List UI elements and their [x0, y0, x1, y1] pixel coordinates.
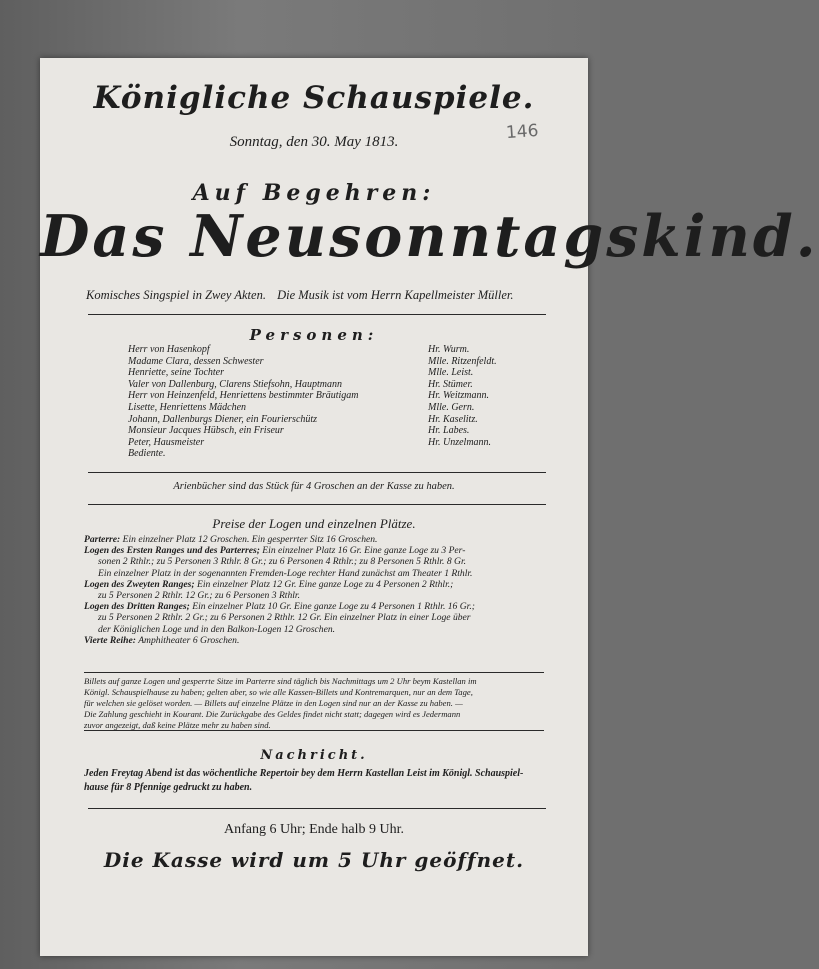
- playbill-sheet: [40, 58, 819, 956]
- actor: Mlle. Leist.: [428, 367, 474, 379]
- price-text: zu 5 Personen 2 Rthlr. 12 Gr.; zu 6 Personen 3 Rthlr.: [98, 589, 300, 601]
- price-line: [84, 556, 554, 567]
- price-line: [84, 612, 554, 623]
- role: Valer von Dallenburg, Clarens Stiefsohn, Hauptmann: [128, 378, 342, 390]
- cast-row: [128, 379, 508, 391]
- theatre-title: Königliche Schauspiele.: [93, 80, 535, 116]
- price-line: [84, 579, 554, 590]
- cast-heading: Personen:: [249, 326, 379, 344]
- actor: Mlle. Ritzenfeldt.: [428, 355, 497, 367]
- ticket-info-line: für welchen sie gelöset worden. — Billets auf einzelne Plätze in den Logen sind nur an der Kasse zu haben. —: [84, 698, 463, 708]
- cast-row: [128, 425, 508, 437]
- price-line: [84, 601, 554, 612]
- cast-row: [128, 344, 508, 356]
- cast-row: [128, 437, 508, 449]
- role: Bediente.: [128, 448, 166, 460]
- price-line: [84, 545, 554, 556]
- price-line: [84, 590, 554, 601]
- role: Herr von Heinzenfeld, Henriettens bestimmter Bräutigam: [128, 390, 359, 402]
- price-text: Ein einzelner Platz 16 Gr. Eine ganze Loge zu 3 Per-: [259, 545, 466, 557]
- price-label: Parterre:: [84, 534, 121, 545]
- price-text: Ein einzelner Platz 10 Gr. Eine ganze Loge zu 4 Personen 1 Rthlr. 16 Gr.;: [189, 601, 475, 613]
- cast-row: [128, 356, 508, 368]
- play-subtitle: [86, 288, 522, 303]
- booklet-note: Arienbücher sind das Stück für 4 Groschen an der Kasse zu haben.: [173, 481, 455, 492]
- price-line: [84, 624, 554, 635]
- archive-number: 146: [505, 120, 540, 144]
- notice-heading: Nachricht.: [260, 748, 368, 763]
- notice-text: [84, 768, 554, 796]
- price-label: Logen des Ersten Ranges und des Parterres;: [84, 545, 260, 557]
- price-text: Ein einzelner Platz 12 Gr. Eine ganze Loge zu 4 Personen 2 Rthlr.;: [194, 578, 454, 590]
- actor: Hr. Labes.: [428, 425, 470, 437]
- role: Johann, Dallenburgs Diener, ein Fourierschütz: [128, 413, 318, 425]
- price-label: Vierte Reihe:: [84, 634, 136, 646]
- request-line: Auf Begehren:: [192, 180, 436, 206]
- notice-line: Jeden Freytag Abend ist das wöchentliche Repertoir bey dem Herrn Kastellan Leist im Königl. Schauspiel-: [84, 768, 524, 779]
- price-text: Ein einzelner Platz in der sogenannten Fremden-Loge rechter Hand zunächst am Theater 1 Rthlr.: [98, 567, 473, 579]
- role: Monsieur Jacques Hübsch, ein Friseur: [128, 425, 284, 437]
- music-credit: Die Musik ist vom Herrn Kapellmeister Müller.: [277, 288, 514, 302]
- actor: Hr. Weitzmann.: [428, 390, 490, 402]
- ticket-info-line: Königl. Schauspielhause zu haben; gelten aber, so wie alle Kassen-Billets und Kontremarquen, nur an dem Tage,: [84, 687, 473, 697]
- notice-line: hause für 8 Pfennige gedruckt zu haben.: [84, 782, 253, 793]
- role: Henriette, seine Tochter: [128, 367, 225, 379]
- cast-row: [128, 402, 508, 414]
- price-label: Logen des Dritten Ranges;: [84, 601, 190, 613]
- prices-heading: Preise der Logen und einzelnen Plätze.: [212, 516, 416, 531]
- role: Herr von Hasenkopf: [128, 344, 210, 355]
- divider: [88, 504, 546, 505]
- role: Peter, Hausmeister: [128, 436, 205, 448]
- actor: Hr. Unzelmann.: [428, 436, 492, 448]
- play-genre: Komisches Singspiel in Zwey Akten.: [86, 288, 266, 302]
- performance-date: Sonntag, den 30. May 1813.: [229, 134, 399, 150]
- price-line: [84, 534, 554, 545]
- price-text: Ein einzelner Platz 12 Groschen. Ein gesperrter Sitz 16 Groschen.: [120, 534, 378, 545]
- actor: Hr. Stümer.: [428, 378, 473, 390]
- divider: [88, 808, 546, 809]
- ticket-info-line: zuvor angezeigt, daß keine Plätze mehr zu haben sind.: [84, 720, 271, 730]
- play-title: Das Neusonntagskind.: [40, 203, 819, 270]
- cast-row: [128, 414, 508, 426]
- actor: Mlle. Gern.: [428, 401, 475, 413]
- price-text: zu 5 Personen 2 Rthlr. 2 Gr.; zu 6 Personen 2 Rthlr. 12 Gr. Ein einzelner Platz in einer Loge über: [98, 612, 471, 624]
- cast-list: [128, 344, 508, 460]
- box-office-opening: Die Kasse wird um 5 Uhr geöffnet.: [103, 848, 525, 872]
- price-text: Amphitheater 6 Groschen.: [135, 634, 240, 646]
- price-text: der Königlichen Loge und in den Balkon-Logen 12 Groschen.: [98, 623, 336, 635]
- price-line: [84, 568, 554, 579]
- price-list: [84, 534, 554, 646]
- cast-row: [128, 390, 508, 402]
- start-time: Anfang 6 Uhr; Ende halb 9 Uhr.: [223, 822, 405, 837]
- price-text: sonen 2 Rthlr.; zu 5 Personen 3 Rthlr. 8 Gr.; zu 6 Personen 4 Rthlr.; zu 8 Personen 5 Rthlr. 8 Gr.: [98, 556, 467, 568]
- actor: Hr. Wurm.: [428, 344, 470, 355]
- divider: [88, 472, 546, 473]
- ticket-info-line: Billets auf ganze Logen und gesperrte Sitze im Parterre sind täglich bis Nachmittags um 2 Uhr beym Kastellan im: [84, 676, 477, 686]
- cast-row: [128, 367, 508, 379]
- role: Madame Clara, dessen Schwester: [128, 355, 264, 367]
- price-line: [84, 635, 554, 646]
- role: Lisette, Henriettens Mädchen: [128, 401, 247, 413]
- actor: Hr. Kaselitz.: [428, 413, 478, 425]
- price-label: Logen des Zweyten Ranges;: [84, 578, 195, 590]
- ticket-info-box: [84, 672, 544, 731]
- divider: [88, 314, 546, 315]
- ticket-info-line: Die Zahlung geschieht in Kourant. Die Zurückgabe des Geldes findet nicht statt; dagegen wird es Jedermann: [84, 709, 461, 719]
- cast-row: [128, 448, 508, 460]
